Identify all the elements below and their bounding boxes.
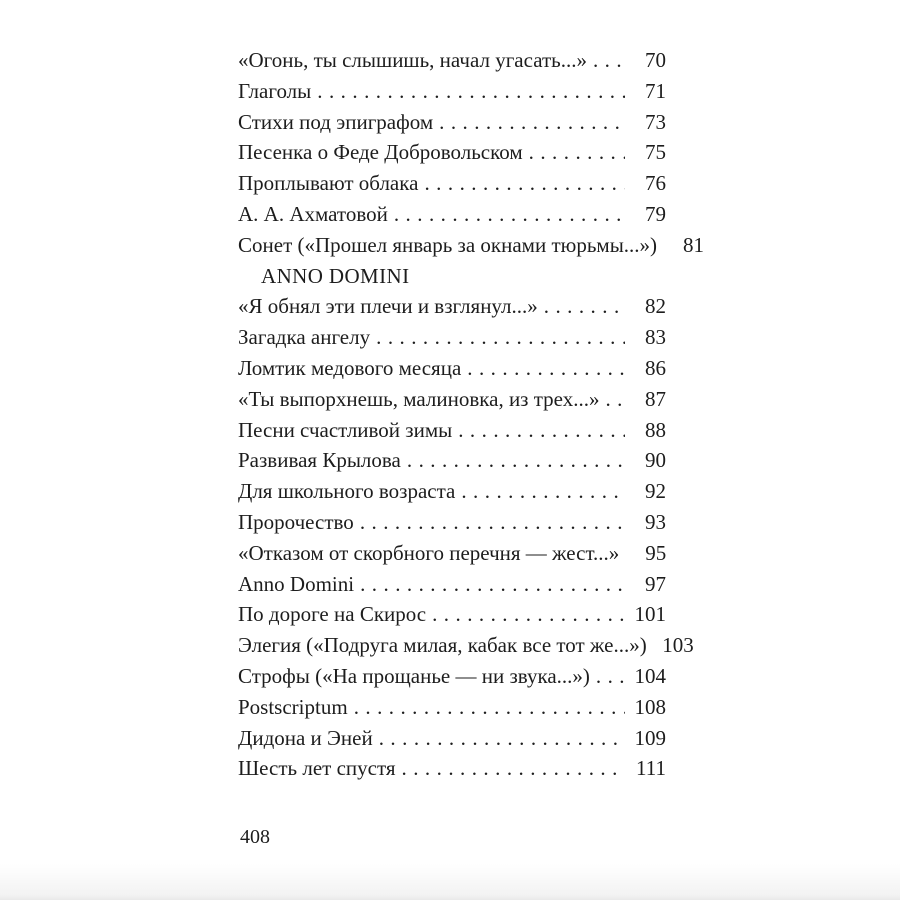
dot-leader <box>596 661 625 692</box>
toc-entry-title: Песенка о Феде Добровольском <box>238 140 523 165</box>
dot-leader <box>432 599 625 630</box>
toc-row <box>238 199 666 230</box>
toc-entry-title: Элегия («Подруга милая, кабак все тот же...») <box>238 633 647 658</box>
dot-leader <box>407 445 625 476</box>
toc-row <box>238 599 666 630</box>
toc-entry-page-number: 70 <box>645 48 666 72</box>
toc-entry-title: Шесть лет спустя <box>238 756 396 781</box>
dot-leader <box>379 723 625 754</box>
toc-row <box>238 45 666 76</box>
toc-entry-page-number: 71 <box>645 78 666 103</box>
toc-row <box>238 168 666 199</box>
toc-entry-title: А. А. Ахматовой <box>238 201 388 226</box>
dot-leader <box>439 107 625 138</box>
toc-entry-page-number: 88 <box>645 417 666 442</box>
toc-entry-title: Стихи под эпиграфом <box>238 109 434 134</box>
toc-entry-page-number: 101 <box>634 602 666 627</box>
toc-entry-title: Дидона и Эней <box>238 725 373 750</box>
toc-entry-page-number: 75 <box>645 140 666 165</box>
toc-entry-page-number: 81 <box>683 232 705 257</box>
toc-entry-title: Пророчество <box>238 509 354 534</box>
toc-row <box>238 692 666 723</box>
folio-page-number: 408 <box>240 826 270 848</box>
dot-leader <box>461 476 625 507</box>
toc-entry-title: «Ты выпорхнешь, малиновка, из трех...» <box>238 386 600 411</box>
dot-leader <box>376 322 625 353</box>
dot-leader <box>458 415 625 446</box>
toc-row <box>238 569 666 600</box>
toc-entry-page-number: 92 <box>645 479 666 504</box>
toc-row <box>238 384 666 415</box>
toc-row <box>238 137 666 168</box>
toc-entry-title: «Я обнял эти плечи и взглянул...» <box>238 294 538 319</box>
toc-entry-title: Глаголы <box>238 78 312 103</box>
toc-entry-page-number: 97 <box>645 571 666 596</box>
toc-entry-title: «Отказом от скорбного перечня — жест...» <box>238 540 620 565</box>
toc-entry-title: Проплывают облака <box>238 171 419 196</box>
toc-entry-page-number: 109 <box>634 725 666 750</box>
toc-entry-title: Postscriptum <box>238 694 348 719</box>
dot-leader <box>605 384 625 415</box>
toc-entry-title: «Огонь, ты слышишь, начал угасать...» <box>238 48 587 72</box>
toc-entry-title: Строфы («На прощанье — ни звука...») <box>238 663 590 688</box>
dot-leader <box>317 76 625 107</box>
toc-row <box>238 107 666 138</box>
toc-row <box>238 753 666 784</box>
toc-row <box>238 445 666 476</box>
toc-entry-title: По дороге на Скирос <box>238 602 427 627</box>
toc-row <box>238 538 666 569</box>
dot-leader <box>424 168 625 199</box>
dot-leader <box>593 45 625 76</box>
dot-leader <box>402 753 625 784</box>
toc-row <box>238 507 666 538</box>
toc-section-title: ANNO DOMINI <box>261 263 410 288</box>
toc-row <box>238 661 666 692</box>
toc-entry-title: Ломтик медового месяца <box>238 355 462 380</box>
toc-entry-page-number: 86 <box>645 355 666 380</box>
toc-row <box>238 322 666 353</box>
toc-row <box>238 76 666 107</box>
toc-entry-title: Развивая Крылова <box>238 448 401 473</box>
toc-entry-page-number: 83 <box>645 325 666 350</box>
dot-leader <box>360 507 625 538</box>
toc-entry-page-number: 73 <box>645 109 666 134</box>
toc-row <box>238 230 705 261</box>
toc-entry-title: Сонет («Прошел январь за окнами тюрьмы...») <box>238 232 658 257</box>
toc-entry-page-number: 79 <box>645 201 666 226</box>
toc-entry-page-number: 111 <box>636 756 666 781</box>
toc-row <box>238 415 666 446</box>
toc-row <box>238 291 666 322</box>
toc-entry-title: Загадка ангелу <box>238 325 371 350</box>
dot-leader <box>394 199 625 230</box>
toc-entry-page-number: 108 <box>634 694 666 719</box>
table-of-contents <box>238 45 705 784</box>
toc-entry-page-number: 76 <box>645 171 666 196</box>
dot-leader <box>467 353 625 384</box>
toc-row <box>238 723 666 754</box>
toc-entry-page-number: 87 <box>645 386 666 411</box>
toc-entry-page-number: 93 <box>645 509 666 534</box>
dot-leader <box>529 137 625 168</box>
toc-entry-title: Песни счастливой зимы <box>238 417 453 442</box>
toc-row <box>238 476 666 507</box>
toc-entry-page-number: 82 <box>645 294 666 319</box>
toc-section-header <box>238 261 666 292</box>
toc-entry-page-number: 103 <box>662 633 694 658</box>
dot-leader <box>544 291 625 322</box>
toc-entry-page-number: 104 <box>634 663 666 688</box>
toc-entry-page-number: 95 <box>645 540 667 565</box>
toc-entry-title: Anno Domini <box>238 571 355 596</box>
toc-row <box>238 630 694 661</box>
toc-row <box>238 353 666 384</box>
toc-entry-title: Для школьного возраста <box>238 479 456 504</box>
toc-entry-page-number: 90 <box>645 448 666 473</box>
dot-leader <box>360 569 625 600</box>
dot-leader <box>354 692 625 723</box>
